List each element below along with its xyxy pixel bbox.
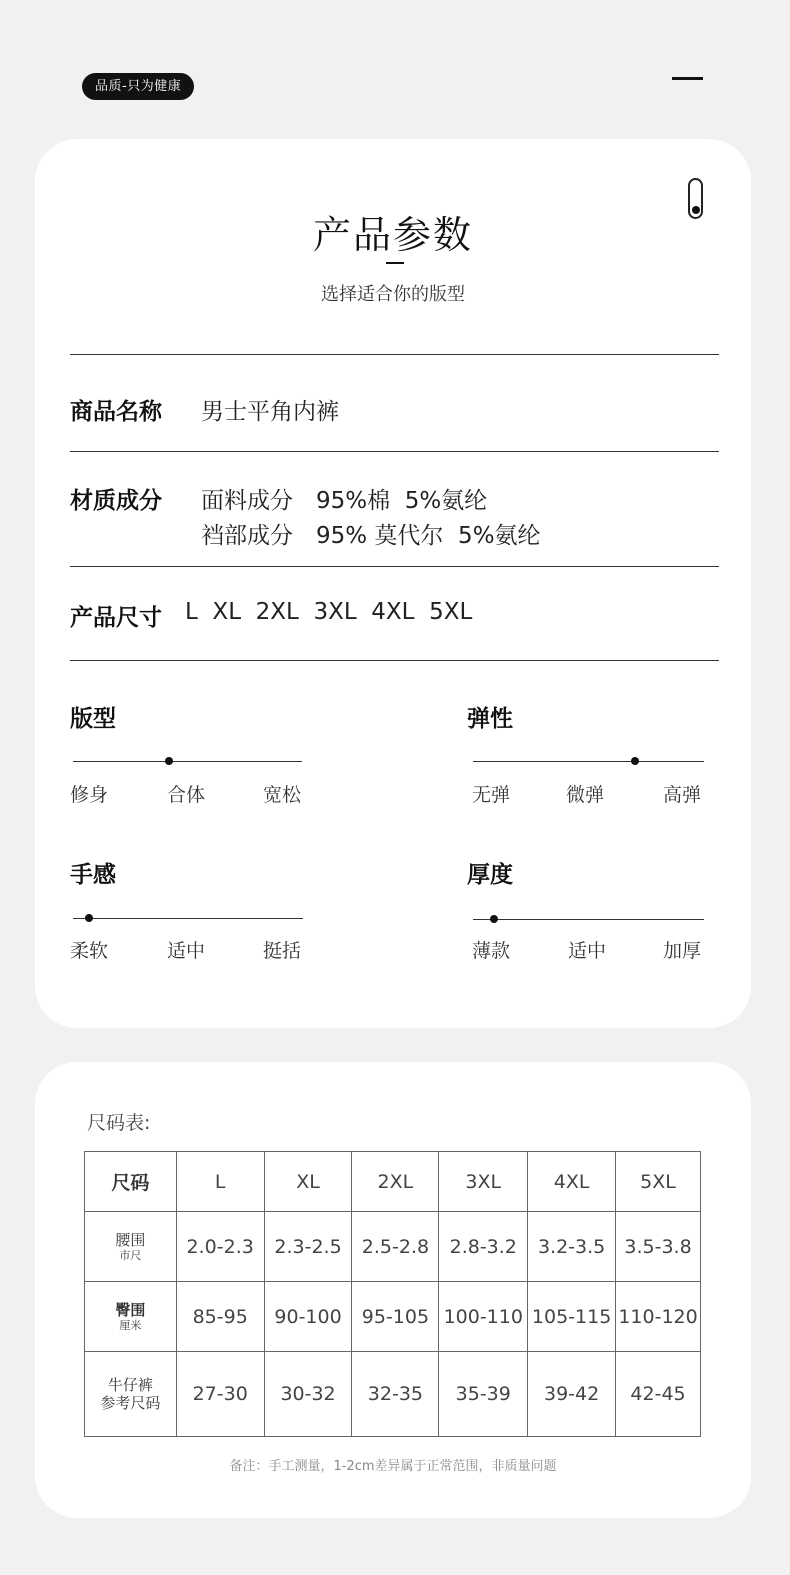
table-header-cell: 2XL: [352, 1152, 439, 1212]
brand-badge: 品质-只为健康: [82, 73, 194, 100]
size-values: L XL 2XL 3XL 4XL 5XL: [185, 599, 473, 625]
menu-dash-icon[interactable]: [672, 77, 703, 80]
divider: [70, 660, 719, 661]
thickness-option: 适中: [568, 940, 607, 962]
table-cell: 32-35: [352, 1352, 439, 1437]
elasticity-option: 高弹: [663, 784, 702, 806]
section-subtitle: 选择适合你的版型: [321, 284, 465, 305]
size-chart-caption: 尺码表:: [87, 1112, 151, 1134]
material-label: 材质成分: [70, 488, 162, 514]
table-cell: 95-105: [352, 1282, 439, 1352]
table-cell: 2.3-2.5: [264, 1212, 352, 1282]
table-cell: 3.5-3.8: [616, 1212, 701, 1282]
size-chart-note: 备注：手工测量，1-2cm差异属于正常范围，非质量问题: [229, 1459, 557, 1474]
title-divider: [386, 262, 404, 264]
row-header-unit: 市尺: [119, 1248, 142, 1262]
table-cell: 39-42: [528, 1352, 616, 1437]
elasticity-slider-track: [473, 761, 704, 762]
row-header-name: 牛仔裤: [107, 1376, 153, 1394]
feel-slider-track: [73, 918, 303, 919]
row-header-unit: 厘米: [119, 1318, 142, 1332]
elasticity-title: 弹性: [467, 706, 513, 732]
divider: [70, 566, 719, 567]
table-cell: 42-45: [616, 1352, 701, 1437]
feel-option: 挺括: [263, 940, 302, 962]
fit-slider-dot: [165, 757, 173, 765]
elasticity-option: 微弹: [566, 784, 605, 806]
table-row: [85, 1282, 701, 1352]
row-header-unit: 参考尺码: [100, 1394, 161, 1412]
table-header-cell: 尺码: [85, 1152, 177, 1212]
row-header: [85, 1282, 177, 1352]
table-row: [85, 1212, 701, 1282]
table-cell: 2.5-2.8: [352, 1212, 439, 1282]
feel-title: 手感: [70, 862, 116, 888]
feel-slider-dot: [85, 914, 93, 922]
thickness-title: 厚度: [467, 862, 513, 888]
material-fabric: 面料成分 95%棉 5%氨纶: [201, 488, 488, 514]
elasticity-slider-dot: [631, 757, 639, 765]
table-cell: 100-110: [439, 1282, 528, 1352]
table-cell: 110-120: [616, 1282, 701, 1352]
table-header-cell: L: [176, 1152, 264, 1212]
table-cell: 27-30: [176, 1352, 264, 1437]
row-header-name: 腰围: [115, 1230, 146, 1249]
section-title: 产品参数: [312, 213, 473, 257]
row-header-name: 臀围: [115, 1300, 146, 1319]
table-header-cell: 3XL: [439, 1152, 528, 1212]
fit-option: 合体: [167, 784, 206, 806]
thickness-slider-track: [473, 919, 704, 920]
product-name-value: 男士平角内裤: [201, 399, 339, 425]
table-header-cell: 4XL: [528, 1152, 616, 1212]
divider: [70, 451, 719, 452]
thickness-option: 薄款: [472, 940, 511, 962]
thickness-option: 加厚: [663, 940, 702, 962]
divider: [70, 354, 719, 355]
fit-option: 宽松: [263, 784, 302, 806]
thickness-slider-dot: [490, 915, 498, 923]
size-label: 产品尺寸: [70, 605, 162, 631]
row-header: [85, 1212, 177, 1282]
table-cell: 105-115: [528, 1282, 616, 1352]
size-chart-card: [35, 1062, 751, 1518]
table-cell: 3.2-3.5: [528, 1212, 616, 1282]
row-header: [85, 1352, 177, 1437]
table-cell: 90-100: [264, 1282, 352, 1352]
table-cell: 2.0-2.3: [176, 1212, 264, 1282]
fit-slider-track: [73, 761, 302, 762]
table-cell: 85-95: [176, 1282, 264, 1352]
product-params-card: [35, 139, 751, 1028]
product-name-label: 商品名称: [70, 399, 162, 425]
feel-option: 适中: [167, 940, 206, 962]
table-cell: 2.8-3.2: [439, 1212, 528, 1282]
fit-title: 版型: [70, 706, 116, 732]
feel-option: 柔软: [70, 940, 109, 962]
table-header-cell: XL: [264, 1152, 352, 1212]
table-header-cell: 5XL: [616, 1152, 701, 1212]
table-row: [85, 1352, 701, 1437]
material-crotch: 裆部成分 95% 莫代尔 5%氨纶: [201, 523, 541, 549]
fit-option: 修身: [70, 784, 109, 806]
table-cell: 35-39: [439, 1352, 528, 1437]
size-table: [84, 1151, 701, 1437]
table-header-row: [85, 1152, 701, 1212]
elasticity-option: 无弹: [472, 784, 511, 806]
table-cell: 30-32: [264, 1352, 352, 1437]
